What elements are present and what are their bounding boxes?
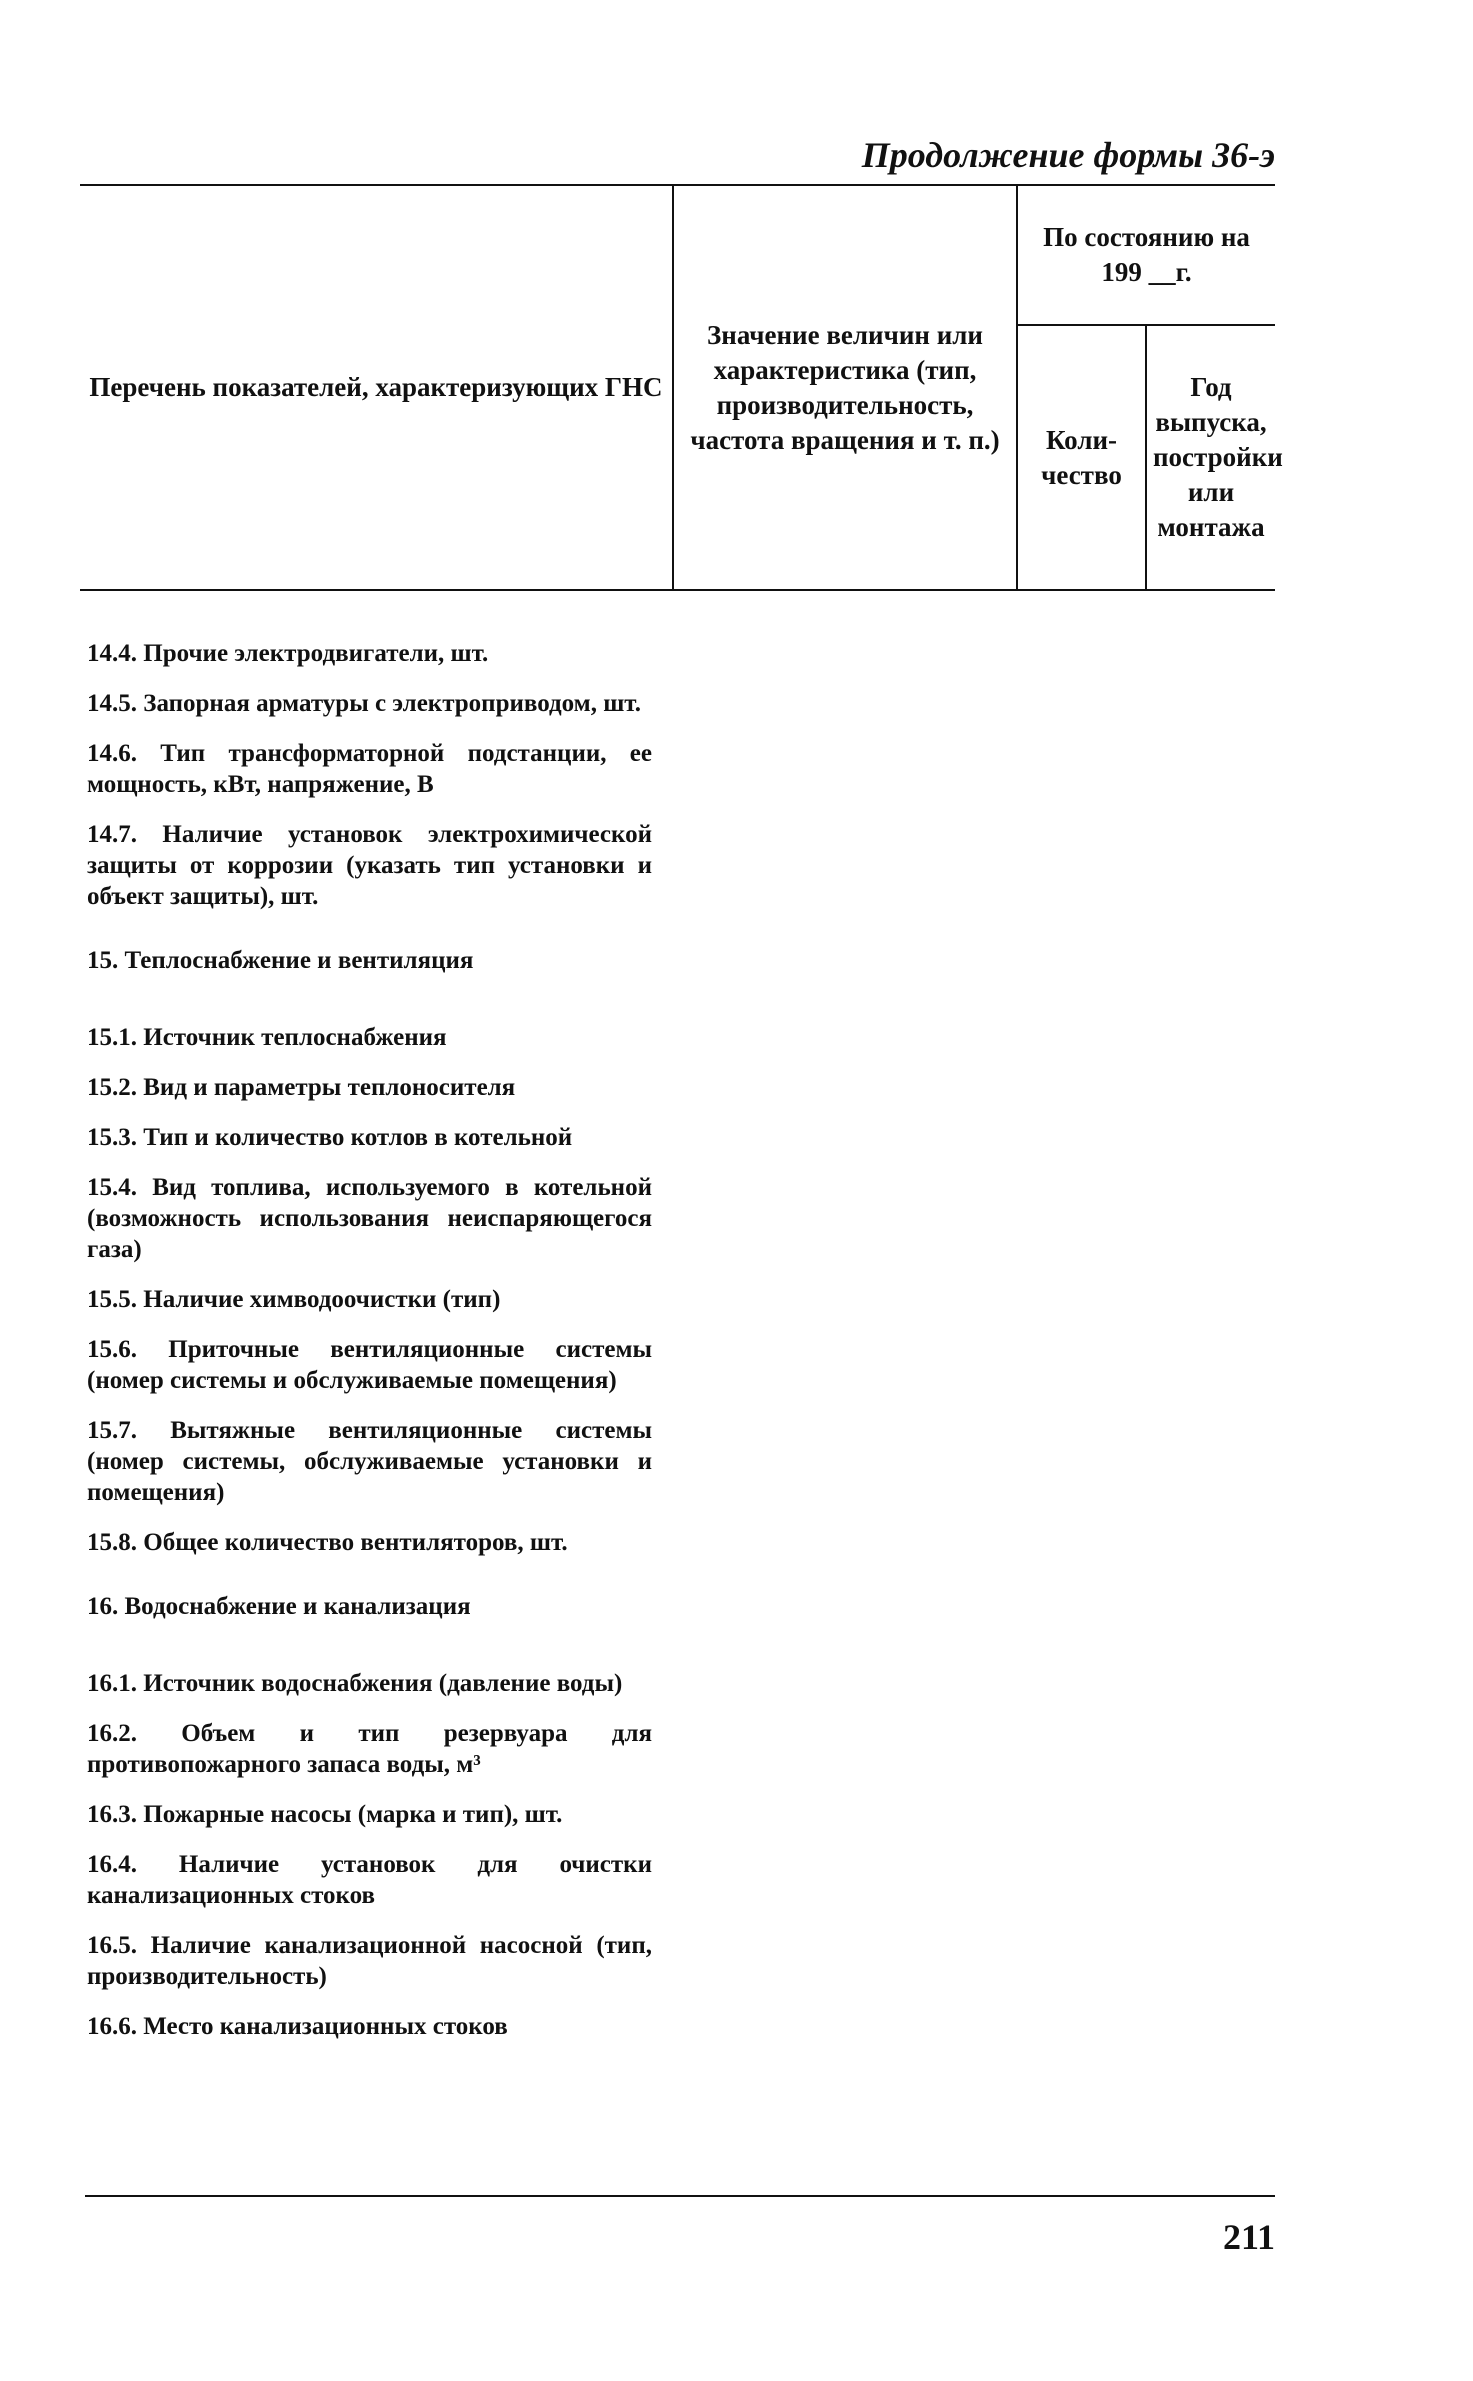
list-item: 15.5. Наличие химводоочистки (тип) <box>87 1286 501 1313</box>
column-header-quantity: Коли- чество <box>1017 325 1146 590</box>
bottom-rule <box>85 2195 1275 2197</box>
column-header-as-of-date: По состоянию на 199 __г. <box>1017 185 1275 325</box>
list-item: 16.5. Наличие канализационной насосной (тип, производительность) <box>87 1932 652 1990</box>
page-number: 211 <box>1222 2217 1275 2257</box>
list-item: 14.6. Тип трансформаторной подстанции, ее мощность, кВт, напряжение, В <box>87 740 652 798</box>
list-item: 15.7. Вытяжные вентиляционные системы (номер системы, обслуживаемые установки и помещения) <box>87 1417 652 1506</box>
column-header-indicators: Перечень показателей, характеризующих ГНС <box>80 185 673 590</box>
column-header-value: Значение величин или характеристика (тип, производительность, частота вращения и т. п.) <box>673 185 1017 590</box>
list-item: 16.3. Пожарные насосы (марка и тип), шт. <box>87 1801 563 1828</box>
list-item: 15.2. Вид и параметры теплоносителя <box>87 1074 516 1101</box>
list-item: 14.7. Наличие установок электрохимической защиты от коррозии (указать тип установки и объект защиты), шт. <box>87 821 652 910</box>
list-item: 16.6. Место канализационных стоков <box>87 2013 508 2040</box>
list-item: 16.4. Наличие установок для очистки канализационных стоков <box>87 1851 652 1909</box>
list-item: 14.5. Запорная арматуры с электроприводом, шт. <box>87 690 641 717</box>
list-item: 15.6. Приточные вентиляционные системы (номер системы и обслуживаемые помещения) <box>87 1336 652 1394</box>
list-item: 14.4. Прочие электродвигатели, шт. <box>87 640 489 667</box>
list-item: 15.4. Вид топлива, используемого в котельной (возможность использования неиспаряющегося газа) <box>87 1174 652 1263</box>
form-continuation-heading: Продолжение формы 36-э <box>861 135 1275 175</box>
column-header-year: Год выпуска, постройки или монтажа <box>1146 325 1275 590</box>
list-item: 15.8. Общее количество вентиляторов, шт. <box>87 1529 568 1556</box>
indicator-list <box>87 638 652 2061</box>
section-heading-15: 15. Теплоснабжение и вентиляция <box>87 947 474 974</box>
list-item: 16.1. Источник водоснабжения (давление воды) <box>87 1670 623 1697</box>
list-item: 15.1. Источник теплоснабжения <box>87 1024 447 1051</box>
section-heading-16: 16. Водоснабжение и канализация <box>87 1593 471 1620</box>
list-item: 16.2. Объем и тип резервуара для противопожарного запаса воды, м³ <box>87 1720 652 1778</box>
list-item: 15.3. Тип и количество котлов в котельной <box>87 1124 573 1151</box>
form-header-table <box>80 184 1283 591</box>
